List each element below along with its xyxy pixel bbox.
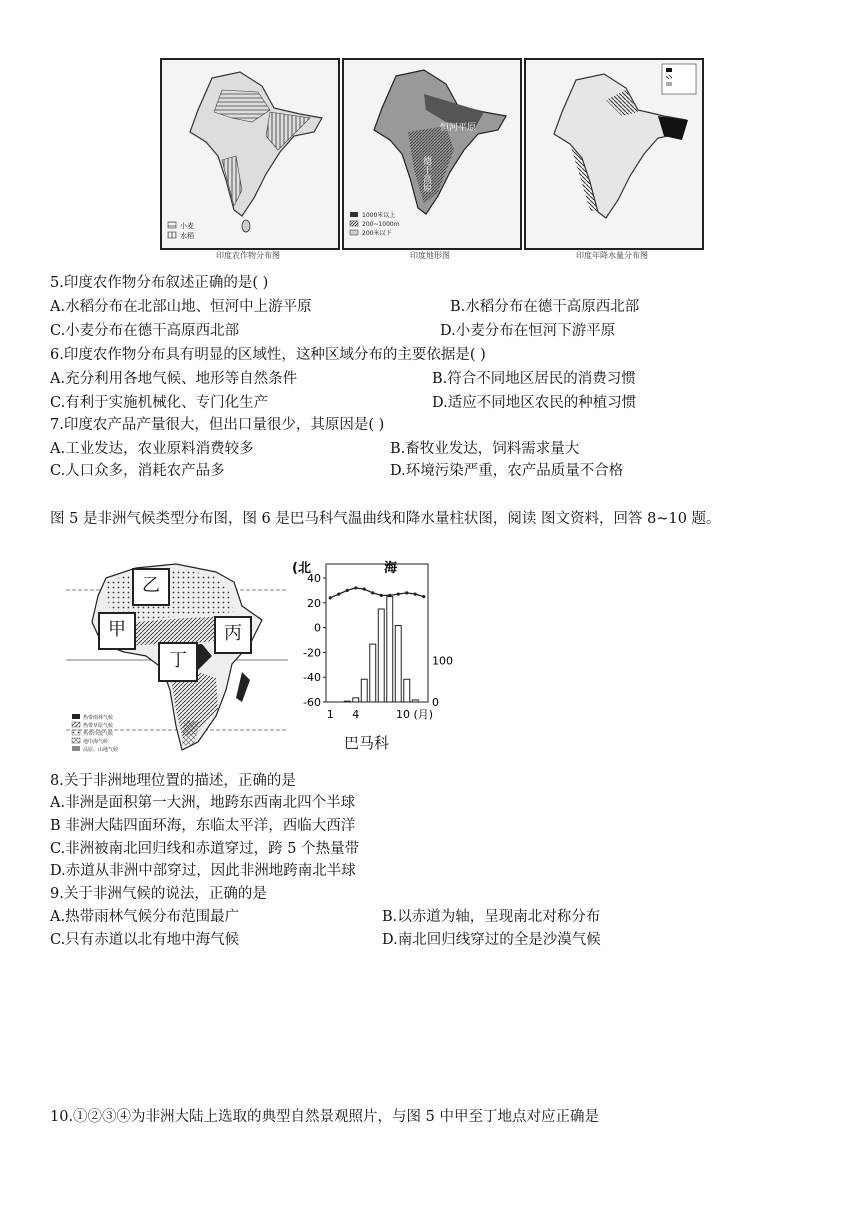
label-deccan-plateau: 德干高原 xyxy=(421,156,431,192)
q8-option-a: A.非洲是面积第一大洲，地跨东西南北四个半球 xyxy=(50,795,356,811)
q6-option-b: B.符合不同地区居民的消费习惯 xyxy=(432,371,636,387)
q9-option-b: B.以赤道为轴，呈现南北对称分布 xyxy=(382,909,601,925)
q7-option-b: B.畜牧业发达，饲料需求量大 xyxy=(390,441,580,457)
india-rainfall-map-drawing xyxy=(526,60,702,248)
q8-option-d: D.赤道从非洲中部穿过，因此非洲地跨南北半球 xyxy=(50,863,356,879)
left-tick-label: -20 xyxy=(303,646,321,660)
bamako-climate-chart xyxy=(288,556,453,756)
chart-header-right: 海 xyxy=(384,561,398,576)
label-ganges-plain: 恒河平原 xyxy=(440,123,477,133)
africa-label-bing: 丙 xyxy=(214,616,252,654)
precip-bar xyxy=(387,597,393,702)
temperature-point xyxy=(397,593,400,596)
temperature-point xyxy=(388,594,391,597)
terrain-legend-mid: 200~1000m xyxy=(362,221,400,228)
precip-bar xyxy=(412,700,418,702)
precip-bar xyxy=(404,679,410,702)
q6-option-c: C.有利于实施机械化、专门化生产 xyxy=(50,395,269,411)
caption-terrain-map: 印度地形图 xyxy=(410,251,450,260)
q5-option-d: D.小麦分布在恒河下游平原 xyxy=(440,323,616,339)
q8-stem: 8.关于非洲地理位置的描述，正确的是 xyxy=(50,773,296,789)
temperature-point xyxy=(354,586,357,589)
africa-legend-mediterranean: 地中海气候 xyxy=(83,739,109,745)
q7-option-a: A.工业发达，农业原料消费较多 xyxy=(50,441,254,457)
q9-stem: 9.关于非洲气候的说法，正确的是 xyxy=(50,886,267,902)
x-tick-label: 1 xyxy=(326,708,334,721)
q10-stem: 10.①②③④为非洲大陆上选取的典型自然景观照片，与图 5 中甲至丁地点对应正确是 xyxy=(50,1109,600,1125)
temperature-line xyxy=(330,588,424,598)
q9-option-c: C.只有赤道以北有地中海气候 xyxy=(50,932,240,948)
crop-legend-rice: 水稻 xyxy=(180,232,194,240)
left-tick-label: 40 xyxy=(307,572,321,585)
africa-legend-savanna: 热带草原气候 xyxy=(83,723,114,729)
precip-bar xyxy=(361,679,367,702)
x-tick-label: 4 xyxy=(352,708,360,721)
temperature-point xyxy=(337,593,340,596)
temperature-point xyxy=(371,591,374,594)
right-tick-label: 0 xyxy=(432,696,439,709)
temperature-point xyxy=(405,591,408,594)
temperature-point xyxy=(329,596,332,599)
precip-bar xyxy=(395,626,401,702)
q8-option-b: B 非洲大陆四面环海，东临太平洋，西临大西洋 xyxy=(50,818,356,834)
q9-option-d: D.南北回归线穿过的全是沙漠气候 xyxy=(382,932,601,948)
india-crop-map xyxy=(160,58,340,250)
q6-option-a: A.充分利用各地气候、地形等自然条件 xyxy=(50,371,298,387)
temperature-point xyxy=(414,593,417,596)
temperature-point xyxy=(422,595,425,598)
q5-option-a: A.水稻分布在北部山地、恒河中上游平原 xyxy=(50,299,312,315)
india-rainfall-map xyxy=(524,58,704,250)
bamako-chart-svg xyxy=(288,556,453,756)
plot-frame xyxy=(326,564,428,702)
temperature-point xyxy=(380,594,383,597)
right-tick-label: 100 xyxy=(432,654,453,668)
africa-legend-highland: 高原、山地气候 xyxy=(83,747,119,753)
crop-legend-wheat: 小麦 xyxy=(180,222,194,230)
india-crop-map-drawing xyxy=(162,60,338,248)
left-tick-label: 20 xyxy=(307,596,321,610)
india-maps-figure xyxy=(160,58,702,264)
precip-bar xyxy=(370,644,376,702)
q6-stem: 6.印度农作物分布具有明显的区域性，这种区域分布的主要依据是( ) xyxy=(50,347,486,363)
chart-header-left: (北 xyxy=(292,561,311,576)
left-tick-label: 0 xyxy=(314,621,321,635)
q6-option-d: D.适应不同地区农民的种植习惯 xyxy=(432,395,637,411)
q9-option-a: A.热带雨林气候分布范围最广 xyxy=(50,909,240,925)
x-axis-label: 10 (月) xyxy=(396,708,434,721)
chart-station-name: 巴马科 xyxy=(344,734,390,752)
caption-crop-map: 印度农作物分布图 xyxy=(216,251,280,260)
q7-stem: 7.印度农产品产量很大，但出口量很少，其原因是( ) xyxy=(50,417,385,433)
terrain-legend-low: 200米以下 xyxy=(362,230,392,237)
terrain-legend-high: 1000米以上 xyxy=(362,212,396,219)
left-tick-label: -60 xyxy=(303,696,321,709)
africa-label-yi: 乙 xyxy=(132,568,170,606)
q5-option-b: B.水稻分布在德干高原西北部 xyxy=(450,299,640,315)
temperature-point xyxy=(346,589,349,592)
section-intro: 图 5 是非洲气候类型分布图，图 6 是巴马科气温曲线和降水量柱状图，阅读 图文资料，回答 8~10 题。 xyxy=(50,511,721,527)
caption-rainfall-map: 印度年降水量分布图 xyxy=(576,251,648,260)
q7-option-c: C.人口众多，消耗农产品多 xyxy=(50,463,225,479)
africa-legend-rainforest: 热带雨林气候 xyxy=(83,715,114,721)
africa-label-jia: 甲 xyxy=(98,612,136,650)
temperature-point xyxy=(363,588,366,591)
india-terrain-map xyxy=(342,58,522,250)
q5-option-c: C.小麦分布在德干高原西北部 xyxy=(50,323,240,339)
precip-bar xyxy=(353,698,359,702)
q7-option-d: D.环境污染严重，农产品质量不合格 xyxy=(390,463,624,479)
q5-stem: 5.印度农作物分布叙述正确的是( ) xyxy=(50,275,269,291)
q8-option-c: C.非洲被南北回归线和赤道穿过，跨 5 个热量带 xyxy=(50,841,360,857)
left-tick-label: -40 xyxy=(303,671,321,685)
precip-bar xyxy=(344,701,350,702)
india-terrain-map-drawing xyxy=(344,60,520,248)
precip-bar xyxy=(378,609,384,702)
africa-climate-map xyxy=(66,560,288,766)
africa-legend-desert: 热带沙漠气候 xyxy=(83,731,114,737)
africa-label-ding: 丁 xyxy=(158,642,198,682)
